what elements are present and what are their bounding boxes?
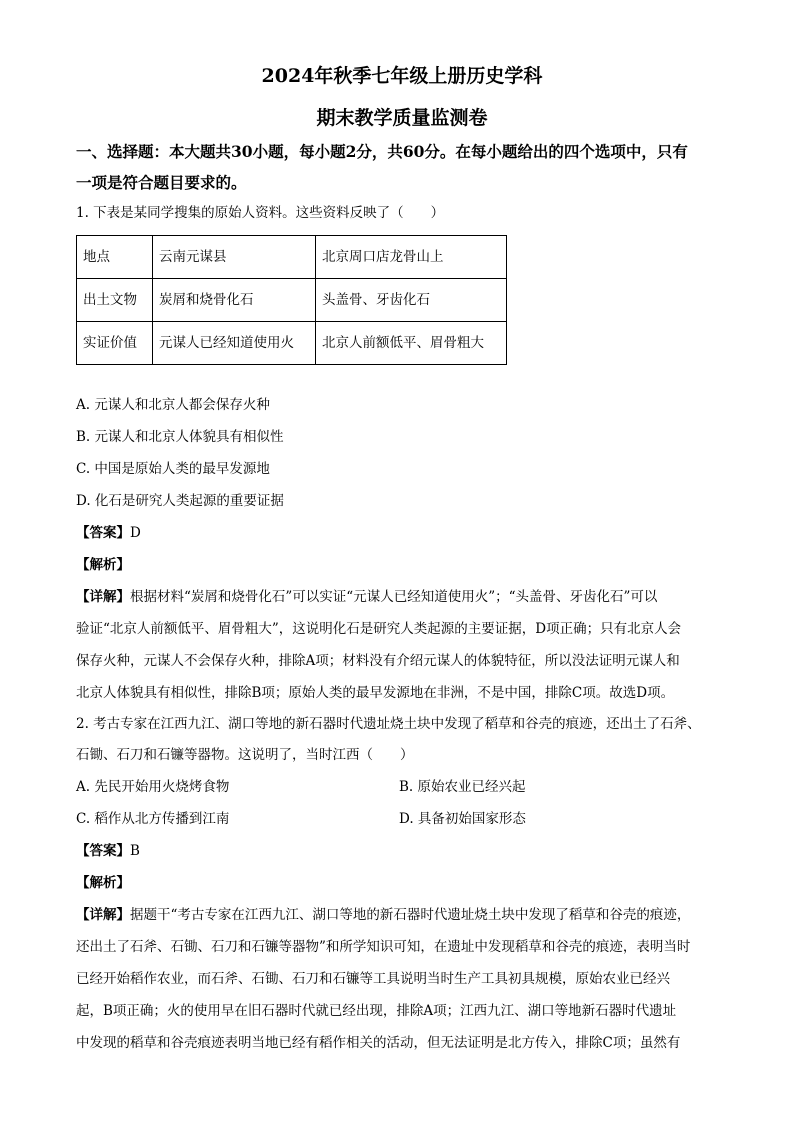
exam-title: 2024年秋季七年级上册历史学科 [261,65,543,87]
answer-tag: 【答案】 [76,525,130,541]
option-c: C. 中国是原始人类的最早发源地 [76,461,270,477]
option-d: D. 化石是研究人类起源的重要证据 [76,493,284,509]
detail-line: 北京人体貌具有相似性，排除B项；原始人类的最早发源地在非洲，不是中国，排除C项。故选D项。 [76,685,675,701]
detail-paragraph [76,581,728,709]
detail-paragraph [76,899,728,1059]
detail-line: 还出土了石斧、石锄、石刀和石镰等器物”和所学知识可知，在遗址中发现稻草和谷壳的痕迹，表明当时 [76,939,691,955]
answer-line [76,835,728,867]
option-d: D. 具备初始国家形态 [399,811,526,827]
question-2 [76,709,728,1059]
table-cell: 元谋人已经知道使用火 [153,322,316,365]
table-row [77,322,507,365]
option-b: B. 原始农业已经兴起 [399,779,526,795]
table-cell: 炭屑和烧骨化石 [153,279,316,322]
detail-tag: 【详解】 [76,907,130,923]
answer-line [76,517,728,549]
section-heading-line: 一项是符合题目要求的。 [76,173,247,192]
option-b: B. 元谋人和北京人体貌具有相似性 [76,429,284,445]
exam-subtitle: 期末教学质量监测卷 [316,107,488,129]
detail-tag: 【详解】 [76,589,130,605]
table-row [77,236,507,279]
answer-value: B [130,843,140,859]
analysis-tag: 【解析】 [76,875,130,891]
table-cell: 云南元谋县 [153,236,316,279]
analysis-line [76,549,728,581]
option-list [76,389,728,517]
detail-line: 已经开始稻作农业，而石斧、石锄、石刀和石镰等工具说明当时生产工具初具规模，原始农业已经兴 [76,971,670,987]
detail-line: 中发现的稻草和谷壳痕迹表明当地已经有稻作相关的活动，但无法证明是北方传入，排除C项；虽然有 [76,1035,681,1051]
table-cell: 地点 [77,236,153,279]
question-1 [76,198,728,709]
table-cell: 北京周口店龙骨山上 [316,236,507,279]
document-page [76,62,728,1059]
option-c: C. 稻作从北方传播到江南 [76,811,230,827]
materials-table [76,235,507,365]
option-a: A. 先民开始用火烧烤食物 [76,779,230,795]
detail-line: 起，B项正确；火的使用早在旧石器时代就已经出现，排除A项；江西九江、湖口等地新石器时代遗址 [76,1003,677,1019]
detail-line [76,581,728,613]
detail-text: 根据材料“炭屑和烧骨化石”可以实证“元谋人已经知道使用火”；“头盖骨、牙齿化石”可以 [130,589,658,605]
table-row [77,279,507,322]
detail-text: 据题干“考古专家在江西九江、湖口等地的新石器时代遗址烧土块中发现了稻草和谷壳的痕迹， [130,907,691,923]
analysis-line [76,867,728,899]
table-cell: 头盖骨、牙齿化石 [316,279,507,322]
table-cell: 北京人前额低平、眉骨粗大 [316,322,507,365]
detail-line [76,899,728,931]
option-a: A. 元谋人和北京人都会保存火种 [76,397,270,413]
section-heading [76,136,728,198]
question-stem: 2. 考古专家在江西九江、湖口等地的新石器时代遗址烧土块中发现了稻草和谷壳的痕迹，还出土了石斧、 [76,716,701,732]
option-list [76,771,728,835]
table-cell: 实证价值 [77,322,153,365]
answer-tag: 【答案】 [76,843,130,859]
question-stem: 石锄、石刀和石镰等器物。这说明了，当时江西（ ） [76,747,414,763]
section-heading-line: 一、选择题：本大题共30小题，每小题2分，共60分。在每小题给出的四个选项中，只有 [76,142,688,161]
question-stem: 1. 下表是某同学搜集的原始人资料。这些资料反映了（ ） [76,205,445,221]
detail-line: 保存火种，元谋人不会保存火种，排除A项；材料没有介绍元谋人的体貌特征，所以没法证明元谋人和 [76,653,680,669]
analysis-tag: 【解析】 [76,557,130,573]
detail-line: 验证“北京人前额低平、眉骨粗大”，这说明化石是研究人类起源的主要证据，D项正确；只有北京人会 [76,621,682,637]
table-cell: 出土文物 [77,279,153,322]
answer-value: D [130,525,141,541]
